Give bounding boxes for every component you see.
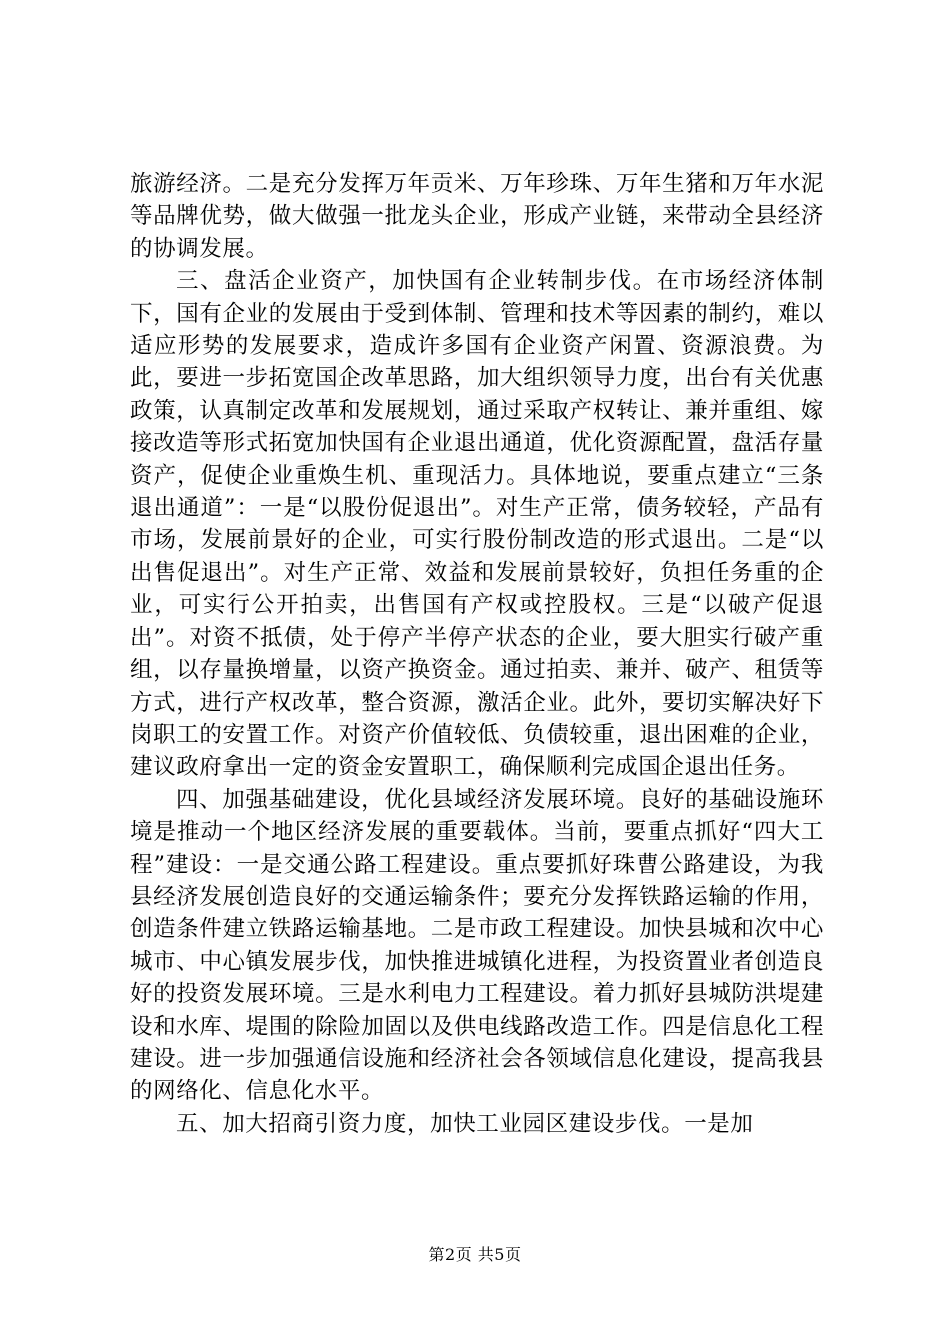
paragraph: 五、加大招商引资力度，加快工业园区建设步伐。一是加 [176, 1110, 754, 1137]
document-body [130, 168, 824, 1140]
paragraph: 四、加强基础建设，优化县域经济发展环境。良好的基础设施环境是推动一个地区经济发展的重要载体。当前，要重点抓好“四大工程”建设：一是交通公路工程建设。重点要抓好珠曹公路建设，为我县经济发展创造良好的交通运输条件；要充分发挥铁路运输的作用，创造条件建立铁路运输基地。二是市政工程建设。加快县城和次中心城市、中心镇发展步伐，加快推进城镇化进程，为投资置业者创造良好的投资发展环境。三是水利电力工程建设。着力抓好县城防洪堤建设和水库、堤围的除险加固以及供电线路改造工作。四是信息化工程建设。进一步加强通信设施和经济社会各领域信息化建设，提高我县的网络化、信息化水平。 [130, 786, 824, 1105]
page-number-footer: 第2页 共5页 [428, 1245, 522, 1264]
paragraph: 三、盘活企业资产，加快国有企业转制步伐。在市场经济体制下，国有企业的发展由于受到体制、管理和技术等因素的制约，难以适应形势的发展要求，造成许多国有企业资产闲置、资源浪费。为此，要进一步拓宽国企改革思路，加大组织领导力度，出台有关优惠政策，认真制定改革和发展规划，通过采取产权转让、兼并重组、嫁接改造等形式拓宽加快国有企业退出通道，优化资源配置，盘活存量资产，促使企业重焕生机、重现活力。具体地说，要重点建立“三条退出通道”：一是“以股份促退出”。对生产正常，债务较轻，产品有市场，发展前景好的企业，可实行股份制改造的形式退出。二是“以出售促退出”。对生产正常、效益和发展前景较好，负担任务重的企业，可实行公开拍卖，出售国有产权或控股权。三是“以破产促退出”。对资不抵债，处于停产半停产状态的企业，要大胆实行破产重组，以存量换增量，以资产换资金。通过拍卖、兼并、破产、租赁等方式，进行产权改革，整合资源，激活企业。此外，要切实解决好下岗职工的安置工作。对资产价值较低、负债较重，退出困难的企业，建议政府拿出一定的资金安置职工，确保顺利完成国企退出任务。 [130, 268, 824, 781]
paragraph: 旅游经济。二是充分发挥万年贡米、万年珍珠、万年生猪和万年水泥等品牌优势，做大做强一批龙头企业，形成产业链，来带动全县经济的协调发展。 [130, 171, 824, 262]
